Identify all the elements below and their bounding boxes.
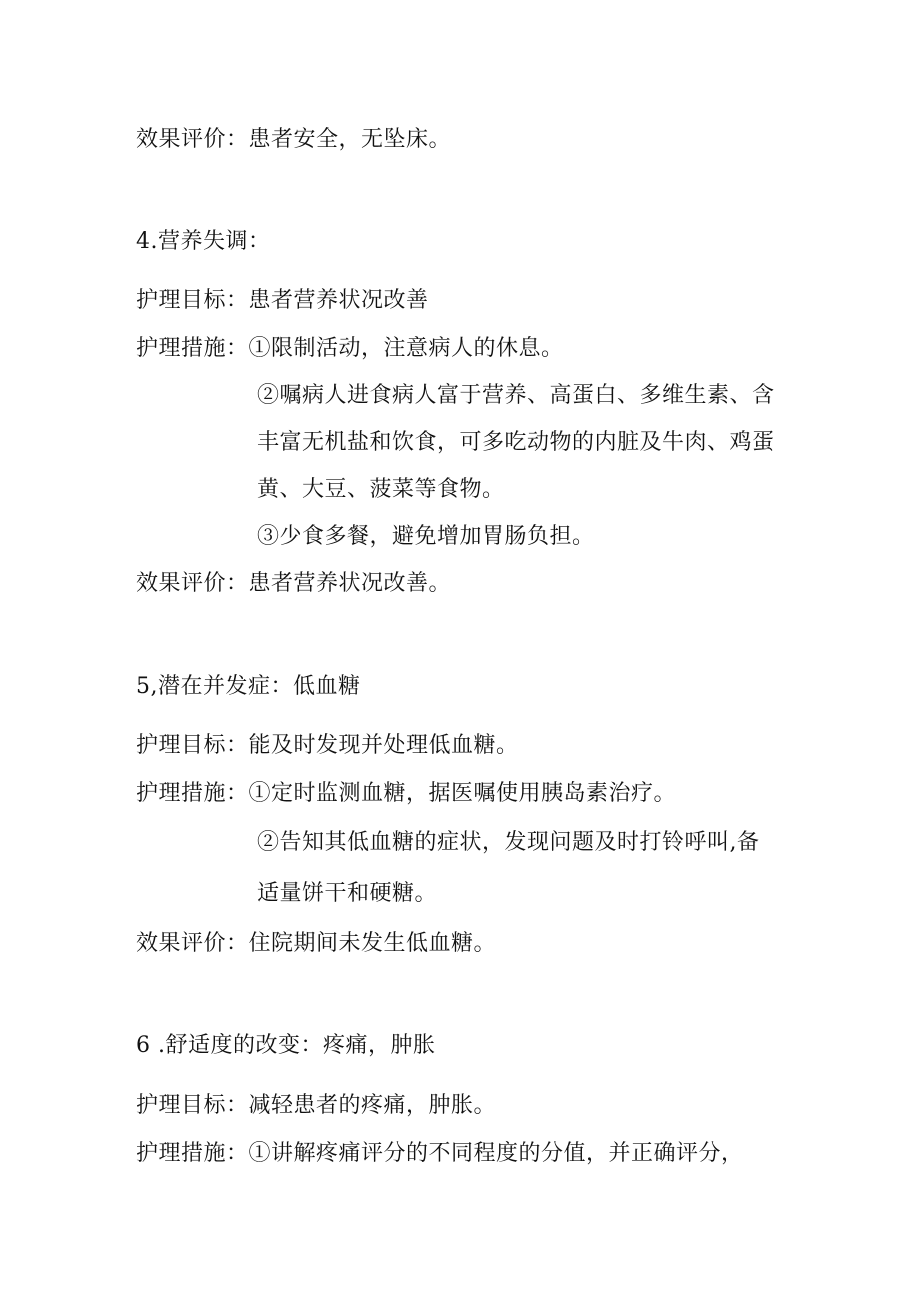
section-4-measure-2-line-2: 丰富无机盐和饮食，可多吃动物的内脏及牛肉、鸡蛋 bbox=[257, 430, 775, 455]
section-4-measure-2-line-3: 黄、大豆、菠菜等食物。 bbox=[257, 477, 505, 502]
section-5-measure-2-line-1: ②告知其低血糖的症状，发现问题及时打铃呼叫,备 bbox=[257, 830, 760, 855]
section-3-evaluation: 效果评价：患者安全，无坠床。 bbox=[136, 127, 452, 152]
section-6-measure-1: 护理措施：①讲解疼痛评分的不同程度的分值，并正确评分， bbox=[136, 1141, 744, 1166]
section-5-heading: 5,潜在并发症：低血糖 bbox=[136, 674, 361, 699]
section-5-goal: 护理目标：能及时发现并处理低血糖。 bbox=[136, 733, 519, 758]
section-5-measure-1: 护理措施：①定时监测血糖，据医嘱使用胰岛素治疗。 bbox=[136, 781, 677, 806]
section-6-goal: 护理目标：减轻患者的疼痛，肿胀。 bbox=[136, 1093, 497, 1118]
section-4-evaluation: 效果评价：患者营养状况改善。 bbox=[136, 571, 452, 596]
section-5-measure-2-line-2: 适量饼干和硬糖。 bbox=[257, 881, 438, 906]
section-4-measure-2-line-1: ②嘱病人进食病人富于营养、高蛋白、多维生素、含 bbox=[257, 383, 775, 408]
section-4-measure-1: 护理措施：①限制活动，注意病人的休息。 bbox=[136, 336, 564, 361]
section-6-heading: 6 .舒适度的改变：疼痛，肿胀 bbox=[136, 1033, 436, 1058]
section-4-measure-3: ③少食多餐，避免增加胃肠负担。 bbox=[257, 524, 595, 549]
section-4-goal: 护理目标：患者营养状况改善 bbox=[136, 288, 429, 313]
section-5-evaluation: 效果评价：住院期间未发生低血糖。 bbox=[136, 931, 497, 956]
section-4-heading: 4.营养失调： bbox=[136, 229, 271, 254]
